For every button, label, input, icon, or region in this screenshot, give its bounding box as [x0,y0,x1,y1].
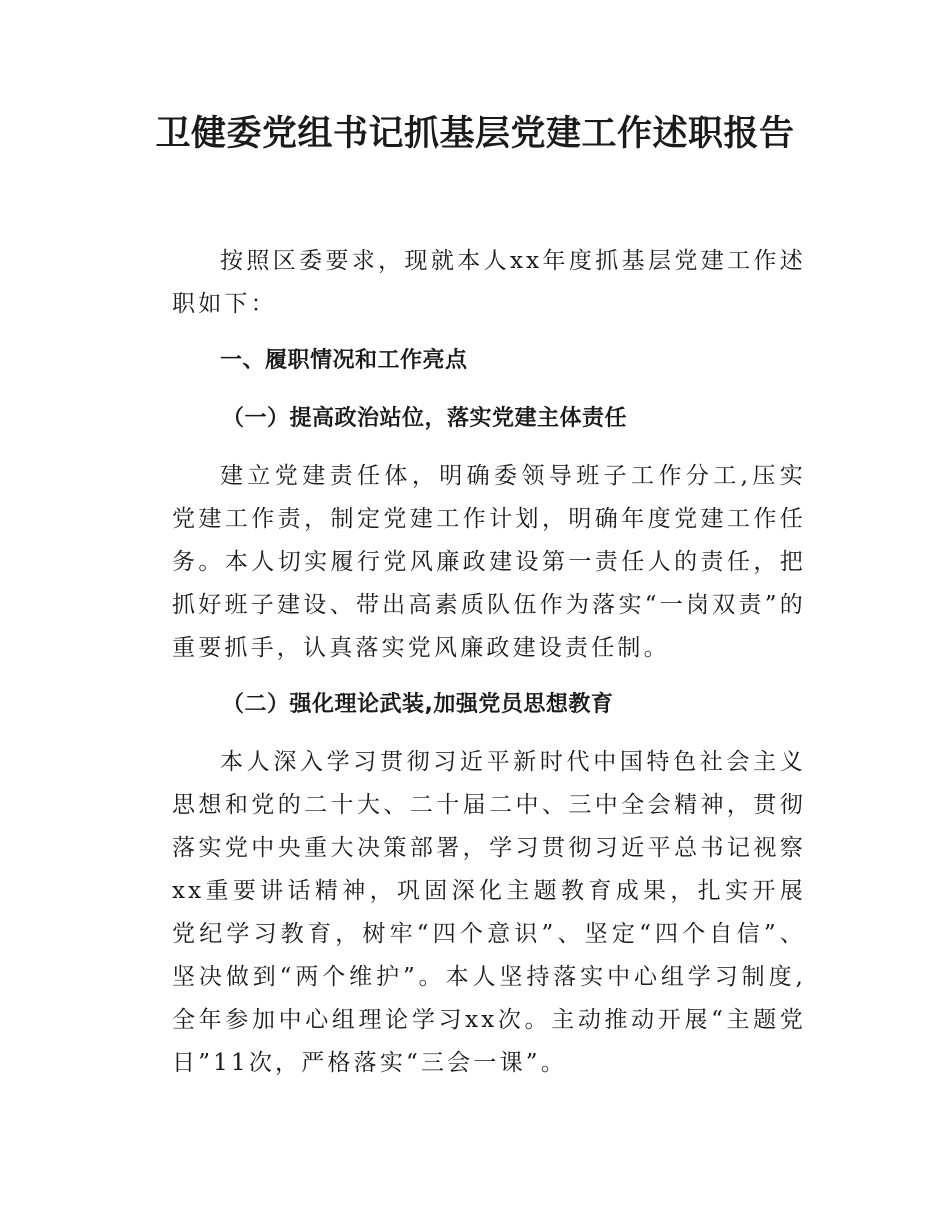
intro-paragraph: 按照区委要求，现就本人xx年度抓基层党建工作述职如下： [172,248,806,317]
document-title: 卫健委党组书记抓基层党建工作述职报告 [155,113,795,154]
section-heading-1: 一、履职情况和工作亮点 [220,348,468,373]
subsection-1-paragraph: 建立党建责任体，明确委领导班子工作分工,压实党建工作责，制定党建工作计划，明确年度党建工作任务。本人切实履行党风廉政建设第一责任人的责任，把抓好班子建设、带出高素质队伍作为落实“一岗双责”的重要抓手，认真落实党风廉政建设责任制。 [172,463,806,661]
subsection-2-paragraph: 本人深入学习贯彻习近平新时代中国特色社会主义思想和党的二十大、二十届二中、三中全会精神，贯彻落实党中央重大决策部署，学习贯彻习近平总书记视察xx重要讲话精神，巩固深化主题教育成果，扎实开展党纪学习教育，树牢“四个意识”、坚定“四个自信”、坚决做到“两个维护”。本人坚持落实中心组学习制度,全年参加中心组理论学习xx次。主动推动开展“主题党日”11次，严格落实“三会一课”。 [172,749,806,1076]
subsection-heading-2: （二）强化理论武装,加强党员思想教育 [222,692,614,717]
subsection-heading-1: （一）提高政治站位，落实党建主体责任 [222,406,628,431]
